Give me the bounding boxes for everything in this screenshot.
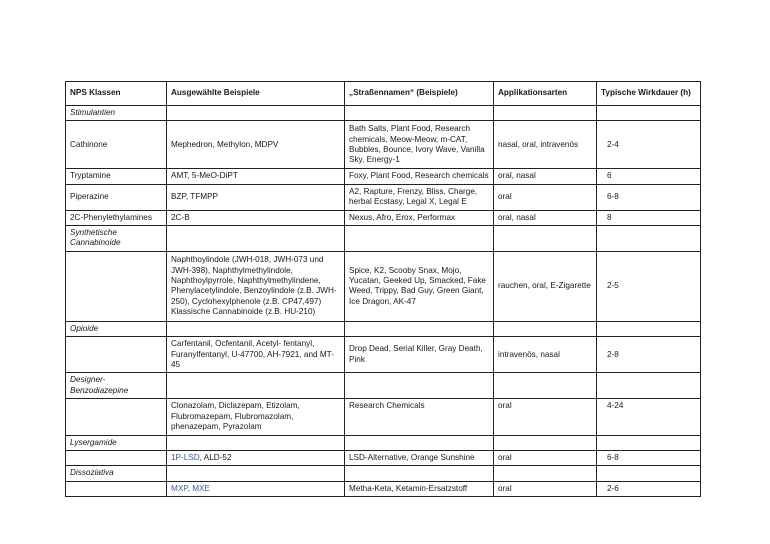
table-row-opioide bbox=[66, 337, 701, 373]
nps-table bbox=[65, 81, 701, 497]
class-cell: Cathinone bbox=[66, 121, 167, 169]
application-cell: oral, nasal bbox=[494, 210, 597, 225]
duration-cell: 2-8 bbox=[597, 337, 701, 373]
header-beispiele: Ausgewählte Beispiele bbox=[167, 82, 345, 106]
category-row-lysergamide bbox=[66, 435, 701, 450]
category-label: Synthetische Cannabinoide bbox=[66, 226, 167, 252]
street-names-cell: LSD-Alternative, Orange Sunshine bbox=[345, 450, 494, 465]
category-row-cannabinoide bbox=[66, 226, 701, 252]
category-row-dissoziativa bbox=[66, 466, 701, 481]
examples-cell bbox=[167, 450, 345, 465]
street-names-cell: A2, Rapture, Frenzy, Bliss, Charge, herbal Ecstasy, Legal X, Legal E bbox=[345, 184, 494, 210]
header-strassennamen: „Straßennamen“ (Beispiele) bbox=[345, 82, 494, 106]
examples-cell: Clonazolam, Diclazepam, Etizolam, Flubromazepam, Flubromazolam, phenazepam, Pyrazolam bbox=[167, 399, 345, 435]
duration-cell: 6-8 bbox=[597, 450, 701, 465]
street-names-cell: Foxy, Plant Food, Research chemicals bbox=[345, 169, 494, 184]
examples-cell: 2C-B bbox=[167, 210, 345, 225]
table-row-dissoziativa bbox=[66, 481, 701, 496]
street-names-cell: Metha-Keta, Ketamin-Ersatzstoff bbox=[345, 481, 494, 496]
application-cell: oral bbox=[494, 399, 597, 435]
examples-cell: Mephedron, Methylon, MDPV bbox=[167, 121, 345, 169]
examples-cell bbox=[167, 481, 345, 496]
class-cell: Tryptamine bbox=[66, 169, 167, 184]
table-row-cannabinoide bbox=[66, 251, 701, 321]
category-row-opioide bbox=[66, 321, 701, 336]
class-cell: 2C-Phenylethylamines bbox=[66, 210, 167, 225]
duration-cell: 6 bbox=[597, 169, 701, 184]
header-applikationsarten: Applikationsarten bbox=[494, 82, 597, 106]
duration-cell: 2-4 bbox=[597, 121, 701, 169]
application-cell: oral bbox=[494, 184, 597, 210]
category-label: Opioide bbox=[66, 321, 167, 336]
category-label: Stimulantien bbox=[66, 106, 167, 121]
examples-cell: Naphthoylindole (JWH-018, JWH-073 und JWH-398), Naphthylmethylindole, Naphthoylpyrrole, Naphthylmethylindene, Phenylacetylindole, Benzoylindole (z.B. JWH-250), Cyclohexylphenole (z.B. CP47,497) Klassische Cannabinoide (z.B. HU-210) bbox=[167, 251, 345, 321]
table-row-phenylethylamines bbox=[66, 210, 701, 225]
table-row-cathinone bbox=[66, 121, 701, 169]
duration-cell: 2-5 bbox=[597, 251, 701, 321]
application-cell: rauchen, oral, E-Zigarette bbox=[494, 251, 597, 321]
examples-link[interactable]: MXP, MXE bbox=[171, 483, 210, 493]
application-cell: intravenös, nasal bbox=[494, 337, 597, 373]
header-wirkdauer: Typische Wirkdauer (h) bbox=[597, 82, 701, 106]
examples-cell: Carfentanil, Ocfentanil, Acetyl- fentanyl, Furanylfentanyl, U-47700, AH-7921, and MT-45 bbox=[167, 337, 345, 373]
table-row-tryptamine bbox=[66, 169, 701, 184]
application-cell: oral bbox=[494, 481, 597, 496]
application-cell: oral, nasal bbox=[494, 169, 597, 184]
examples-text: , ALD-52 bbox=[199, 452, 232, 462]
street-names-cell: Drop Dead, Serial Killer, Gray Death, Pink bbox=[345, 337, 494, 373]
category-label: Designer-Benzodiazepine bbox=[66, 373, 167, 399]
category-label: Lysergamide bbox=[66, 435, 167, 450]
header-row bbox=[66, 82, 701, 106]
examples-link[interactable]: 1P-LSD bbox=[171, 452, 200, 462]
table-row-lysergamide bbox=[66, 450, 701, 465]
street-names-cell: Nexus, Afro, Erox, Performax bbox=[345, 210, 494, 225]
street-names-cell: Research Chemicals bbox=[345, 399, 494, 435]
table-row-benzodiazepine bbox=[66, 399, 701, 435]
header-nps-klassen: NPS Klassen bbox=[66, 82, 167, 106]
duration-cell: 6-8 bbox=[597, 184, 701, 210]
category-row-benzodiazepine bbox=[66, 373, 701, 399]
street-names-cell: Bath Salts, Plant Food, Research chemicals, Meow-Meow, m-CAT, Bubbles, Bounce, Ivory Wave, Vanilla Sky, Energy-1 bbox=[345, 121, 494, 169]
examples-cell: BZP, TFMPP bbox=[167, 184, 345, 210]
category-row-stimulantien bbox=[66, 106, 701, 121]
duration-cell: 8 bbox=[597, 210, 701, 225]
application-cell: nasal, oral, intravenös bbox=[494, 121, 597, 169]
examples-cell: AMT, 5-MeO-DiPT bbox=[167, 169, 345, 184]
table-row-piperazine bbox=[66, 184, 701, 210]
category-label: Dissoziativa bbox=[66, 466, 167, 481]
street-names-cell: Spice, K2, Scooby Snax, Mojo, Yucatan, Geeked Up, Smacked, Fake Weed, Trippy, Bad Guy, Green Giant, Ice Dragon, AK-47 bbox=[345, 251, 494, 321]
duration-cell: 4-24 bbox=[597, 399, 701, 435]
application-cell: oral bbox=[494, 450, 597, 465]
duration-cell: 2-6 bbox=[597, 481, 701, 496]
class-cell: Piperazine bbox=[66, 184, 167, 210]
